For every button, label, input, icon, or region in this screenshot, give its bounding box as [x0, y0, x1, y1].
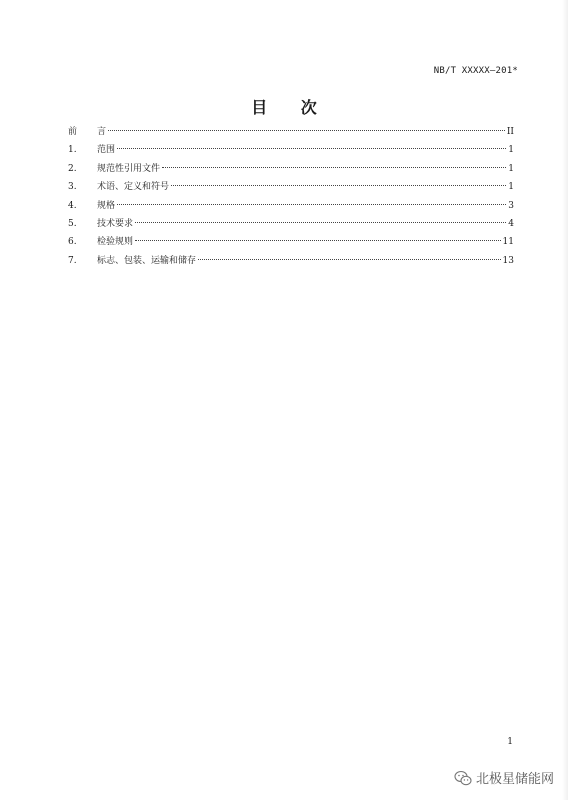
toc-entry-number: 5.: [68, 218, 77, 229]
toc-entry-label: 检验规则: [97, 237, 134, 248]
toc-entry-label: 术语、定义和符号: [97, 182, 170, 193]
toc-entry-label: 言: [97, 127, 107, 137]
document-number: NB/T XXXXX—201*: [433, 66, 518, 76]
toc-entry-number: 前: [68, 127, 92, 137]
watermark: [454, 768, 554, 787]
toc-entry-number: 3.: [68, 182, 77, 193]
toc-entry-foreword[interactable]: [68, 123, 514, 141]
toc-entry-label: 技术要求: [97, 218, 134, 229]
toc-entry-label: 规格: [97, 200, 116, 211]
table-of-contents: [68, 123, 514, 270]
toc-dot-leader: [171, 185, 506, 186]
toc-dot-leader: [117, 148, 506, 149]
toc-entry-number: 2.: [68, 163, 77, 174]
toc-entry-specifications[interactable]: [68, 197, 514, 215]
toc-entry-page: 1: [508, 163, 514, 174]
toc-dot-leader: [135, 240, 501, 241]
toc-entry-label: 标志、包装、运输和储存: [97, 255, 197, 266]
toc-dot-leader: [108, 130, 505, 131]
toc-entry-page: 1: [508, 145, 514, 156]
toc-dot-leader: [117, 204, 506, 205]
toc-entry-normative-references[interactable]: [68, 160, 514, 178]
toc-entry-inspection-rules[interactable]: [68, 233, 514, 251]
toc-entry-technical-requirements[interactable]: [68, 215, 514, 233]
toc-entry-page: 11: [502, 237, 514, 248]
toc-dot-leader: [135, 222, 506, 223]
toc-entry-label: 范围: [97, 145, 116, 156]
toc-entry-page: 1: [508, 182, 514, 193]
toc-entry-page: 4: [508, 218, 514, 229]
toc-title: 目 次: [251, 98, 331, 117]
toc-entry-marking-packaging[interactable]: [68, 252, 514, 270]
toc-dot-leader: [198, 259, 501, 260]
toc-entry-number: 6.: [68, 237, 77, 248]
toc-entry-page: 13: [502, 255, 514, 266]
toc-entry-label: 规范性引用文件: [97, 163, 161, 174]
toc-entry-terms-definitions[interactable]: [68, 178, 514, 196]
watermark-text: 北极星储能网: [475, 772, 554, 787]
wechat-icon: [454, 769, 472, 787]
page-number: 1: [507, 737, 513, 747]
toc-entry-number: 1.: [68, 145, 77, 156]
toc-entry-page: II: [506, 127, 514, 137]
toc-entry-page: 3: [508, 200, 514, 211]
page-edge-shadow: [562, 0, 568, 800]
toc-entry-scope[interactable]: [68, 141, 514, 159]
toc-entry-number: 4.: [68, 200, 77, 211]
toc-dot-leader: [162, 167, 506, 168]
toc-entry-number: 7.: [68, 255, 77, 266]
